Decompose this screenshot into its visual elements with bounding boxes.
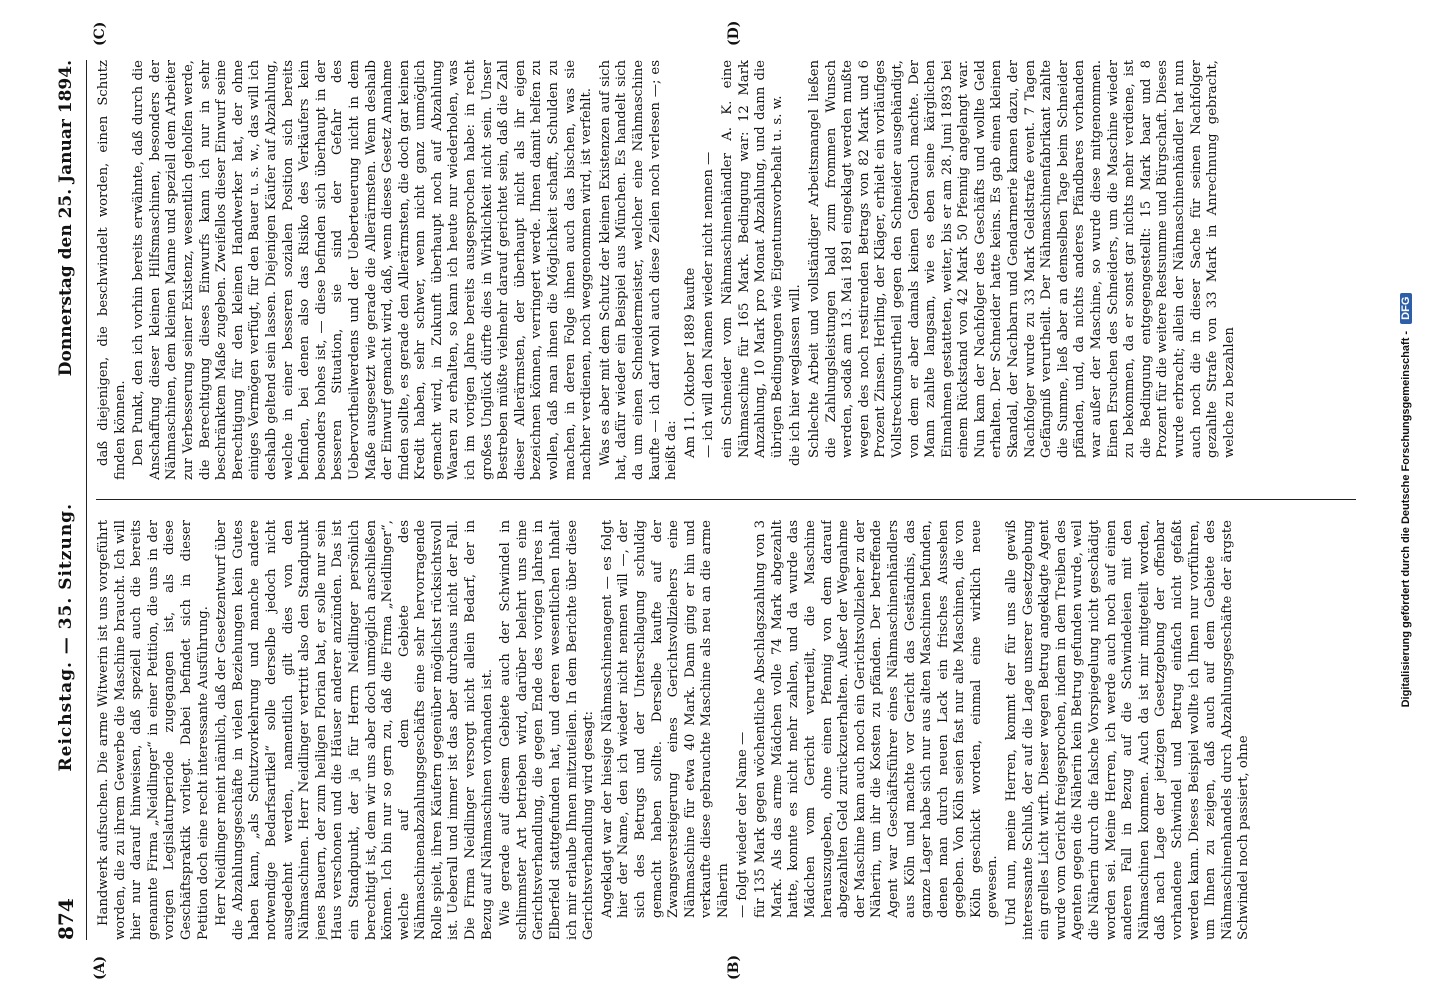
page-header: [46, 60, 87, 940]
session-date: Donnerstag den 25. Januar 1894.: [56, 60, 76, 377]
session-title: Reichstag. — 35. Sitzung.: [56, 503, 76, 772]
right-column: [96, 60, 1356, 480]
page-number: 874: [54, 898, 78, 940]
margin-marker-c: (C): [92, 21, 108, 46]
quoted-paragraph: Am 11. Oktober 1889 kaufte: [682, 267, 698, 458]
quoted-aside: — folgt wieder der Name —: [734, 731, 750, 918]
quoted-aside: — ich will den Namen wieder nicht nennen —: [701, 151, 717, 458]
paragraph: Herr Neidlinger meint nämlich, daß der Gesetzentwurf über die Abzahlungsgeschäfte in vielen Beziehungen kein Gutes haben kann, „als Schutzvorkehrung und manche andere notwendige Bedarfsartikel“ solle derselbe jedoch nicht ausgedehnt werden, namentlich gilt dies von den Nähmaschinen. Herr Neidlinger vertritt also den Standpunkt jenes Bauern, der zum heiligen Florian bat, er solle nur sein Haus verschonen und die Häuser anderer anzünden. Das ist ein Standpunkt, der ja für Herrn Neidlinger persönlich berechtigt ist, dem wir uns aber doch unmöglich anschließen können. Ich bin nur so gern zu, daß die Firma „Neidlinger“, welche auf dem Gebiete des Nähmaschinenabzahlungsgeschäfts eine sehr hervorragende Rolle spielt, ihren Käufern gegenüber möglichst rücksichtsvoll ist. Ueberall und immer ist das aber durchaus nicht der Fall. Die Firma Neidlinger versorgt nicht allein Bedarf, der in Bezug auf Nähmaschinen vorhanden ist.: [214, 520, 495, 940]
column-divider: [96, 499, 1356, 500]
quoted-paragraph: Schlechte Arbeit und vollständiger Arbeitsmangel ließen die Zahlungsleistungen bald zum frommen Wunsch werden, sodaß am 13. Mai 1891 eingeklagt werden mußte wegen des noch restirenden Betrags von 82 Mark und 6 Prozent Zinsen. Herling, der Kläger, erhielt ein vorläufiges Vollstreckungsurtheil gegen den Schneider ausgehändigt, von dem er aber damals keinen Gebrauch machte. Der Mann zahlte langsam, wie es eben seine kärglichen Einnahmen gestatteten, weiter, bis er am 28. Juni 1893 bei einem Rückstand von 42 Mark 50 Pfennig angelangt war. Nun kam der Nachfolger des Geschäfts und wollte Geld erhalten. Der Schneider hatte keins. Es gab einen kleinen Skandal, der Nachbarn und Gendarmerie kamen dazu, der Nachfolger wurde zu 33 Mark Geldstrafe event. 7 Tagen Gefängniß verurtheilt. Der Nähmaschinenfabrikant zahlte die Summe, ließ aber an demselben Tage beim Schneider pfänden, und, da nichts anderes Pfändbares vorhanden war außer der Maschine, so wurde diese mitgenommen. Einen Ersuchen des Schneiders, um die Maschine wieder zu bekommen, da er sonst gar nichts mehr verdiene, ist die Bedingung entgegengestellt: 15 Mark baar und 8 Prozent für die weitere Restsumme und Bürgschaft. Dieses wurde erbracht; allein der Nähmaschinenhändler hat nun auch noch die in dieser Sache für seinen Nachfolger gezahlte Strafe von 33 Mark in Anrechnung gebracht, welche zu bezahlen: [806, 60, 1237, 458]
paragraph: Den Punkt, den ich vorhin bereits erwähnte, daß durch die Anschaffung dieser kleinen Hilfsmaschinen, besonders der Nähmaschinen, dem kleinen Manne und speziell dem Arbeiter zur Verbesserung seiner Existenz, wesentlich geholfen werde, die Berechtigung dieses Einwurfs kann ich nur in sehr beschränktem Maße zugeben. Zweifellos dieser Einwurf seine Berechtigung für den kleinen Handwerker hat, der ohne einiges Vermögen verfügt, für den Bauer u. s. w., das will ich deshalb geltend sein lassen. Diejenigen Käufer auf Abzahlung, welche in einer besseren sozialen Position sich bereits befinden, bei denen also das Risiko des Verkäufers kein besonders hohes ist, — diese befinden sich überhaupt in der besseren Situation, sie sind der Gefahr des Uebervortheilwerdens und der Ueberteuerung nicht in dem Maße ausgesetzt wie gerade die Allerärmsten. Wenn deshalb der Einwurf gemacht wird, daß, wenn dieses Gesetz Annahme finden sollte, es gerade den Allerärmsten, die doch gar keinen Kredit haben, sehr schwer, wenn nicht ganz unmöglich gemacht wird, in Zukunft überhaupt noch auf Abzahlung Waaren zu erhalten, so kann ich heute nur wiederholen, was ich im vorigen Jahre bereits ausgesprochen habe: in recht großes Unglück dürfte dies in Wirklichkeit nicht sein. Unser Bestreben müßte vielmehr darauf gerichtet sein, daß die Zahl dieser Allerärmsten, der überhaupt nicht als ihr eigen bezeichnen können, verringert werde. Ihnen damit helfen zu wollen, daß man ihnen die Möglichkeit schafft, Schulden zu machen, in deren Folge ihnen auch das bischen, was sie nachher verdienen, noch weggenommen wird, ist verfehlt.: [131, 60, 595, 480]
paragraph: Handwerk aufsuchen. Die arme Witwerin ist uns vorgeführt worden, die zu ihrem Gewerbe die Maschine braucht. Ich will hier nur darauf hinweisen, daß speziell auch die bereits genannte Firma „Neidlinger“ in einer Petition, die uns in der vorigen Legislaturperiode zugegangen ist, als diese Geschäftspraktik vorliegt. Dabei befindet sich in dieser Petition doch eine recht interessante Ausführung.: [96, 520, 211, 940]
credit-text: Digitalisierung gefördert durch die Deutsche Forschungsgemeinschaft -: [1400, 330, 1412, 708]
paragraph: Wie gerade auf diesem Gebiete auch der Schwindel in schlimmster Art betrieben wird, darüber belehrt uns eine Gerichtsverhandlung, die gegen Ende des vorigen Jahres in Elberfeld stattgefunden hat, und deren wesentlichen Inhalt ich mir erlaube Ihnen mitzuteilen. In dem Berichte über diese Gerichtsverhandlung wird gesagt:: [498, 520, 597, 940]
paragraph: die ich hier weglassen will.: [788, 284, 804, 466]
margin-marker-b: (B): [726, 954, 742, 980]
margin-marker-d: (D): [726, 20, 742, 46]
dfg-badge: DFG: [1400, 293, 1412, 324]
paragraph: daß diejenigen, die beschwindelt worden, einen Schutz finden können.: [96, 60, 128, 480]
quoted-paragraph: Angeklagt war der hiesige Nähmaschinenagent — es folgt hier der Name, den ich wieder nicht nennen will —, der sich des Betrugs und der Unterschlagung schuldig gemacht haben sollte. Derselbe kaufte auf der Zwangsversteigerung eines Gerichtsvollziehers eine Nähmaschine für etwa 40 Mark. Dann ging er hin und verkaufte diese gebrauchte Maschine als neu an die arme Näherin: [599, 520, 731, 918]
paragraph: Und nun, meine Herren, kommt der für uns alle gewiß interessante Schluß, der auf die Lage unserer Gesetzgebung ein grelles Licht wirft. Dieser wegen Betrug angeklagte Agent wurde vom Gericht freigesprochen, indem in dem Treiben des Agenten gegen die Näherin kein Betrug gefunden wurde, weil die Näherin durch die falsche Vorspiegelung nicht geschädigt worden sei. Meine Herren, ich werde auch noch auf einen anderen Fall in Bezug auf die Schwindeleien mit den Nähmaschinen kommen. Auch da ist mir mitgeteilt worden, daß nach Lage der jetzigen Gesetzgebung der offenbar vorhandene Schwindel und Betrug einfach nicht gefaßt werden kann. Dieses Beispiel wollte ich Ihnen nur vorführen, um Ihnen zu zeigen, daß auch auf dem Gebiete des Nähmaschinenhandels durch Abzahlungsgeschäfte der ärgste Schwindel noch passiert, ohne: [1004, 520, 1252, 940]
left-column: [96, 520, 1356, 940]
paragraph: Was es aber mit dem Schutz der kleinen Existenzen auf sich hat, dafür wieder ein Beispiel aus München. Es handelt sich da um einen Schneidermeister, welcher eine Nähmaschine kaufte — ich darf wohl auch diese Zeilen noch verlesen —; es heißt da:: [597, 60, 680, 480]
margin-marker-a: (A): [92, 955, 108, 980]
quoted-paragraph: für 135 Mark gegen wöchentliche Abschlagszahlung von 3 Mark. Als das arme Mädchen volle 74 Mark abgezahlt hatte, konnte es nicht mehr zahlen, und da wurde das Mädchen vom Gericht verurteilt, die Maschine herauszugeben, ohne einen Pfennig von dem darauf abgezahlten Geld zurückzuerhalten. Außer der Wegnahme der Maschine kam auch noch ein Gerichtsvollzieher zu der Näherin, um ihr die Kosten zu pfänden. Der betreffende Agent war Geschäftsführer eines Nähmaschinenhändlers aus Köln und machte vor Gericht das Geständnis, das ganze Lager habe sich nur aus alten Maschinen befunden, denen man durch neuen Lack ein frisches Aussehen gegeben. Von Köln seien fast nur alte Maschinen, die von Köln geschickt worden, einmal eine wirklich neue gewesen.: [753, 520, 1001, 918]
quoted-paragraph: ein Schneider vom Nähmaschinenhändler A. K. eine Nähmaschine für 165 Mark. Bedingung war: 12 Mark Anzahlung, 10 Mark pro Monat Abzahlung, und dann die übrigen Bedingungen wie Eigentumsvorbehalt u. s. w.: [719, 60, 785, 458]
digitization-credit: [1400, 60, 1412, 940]
